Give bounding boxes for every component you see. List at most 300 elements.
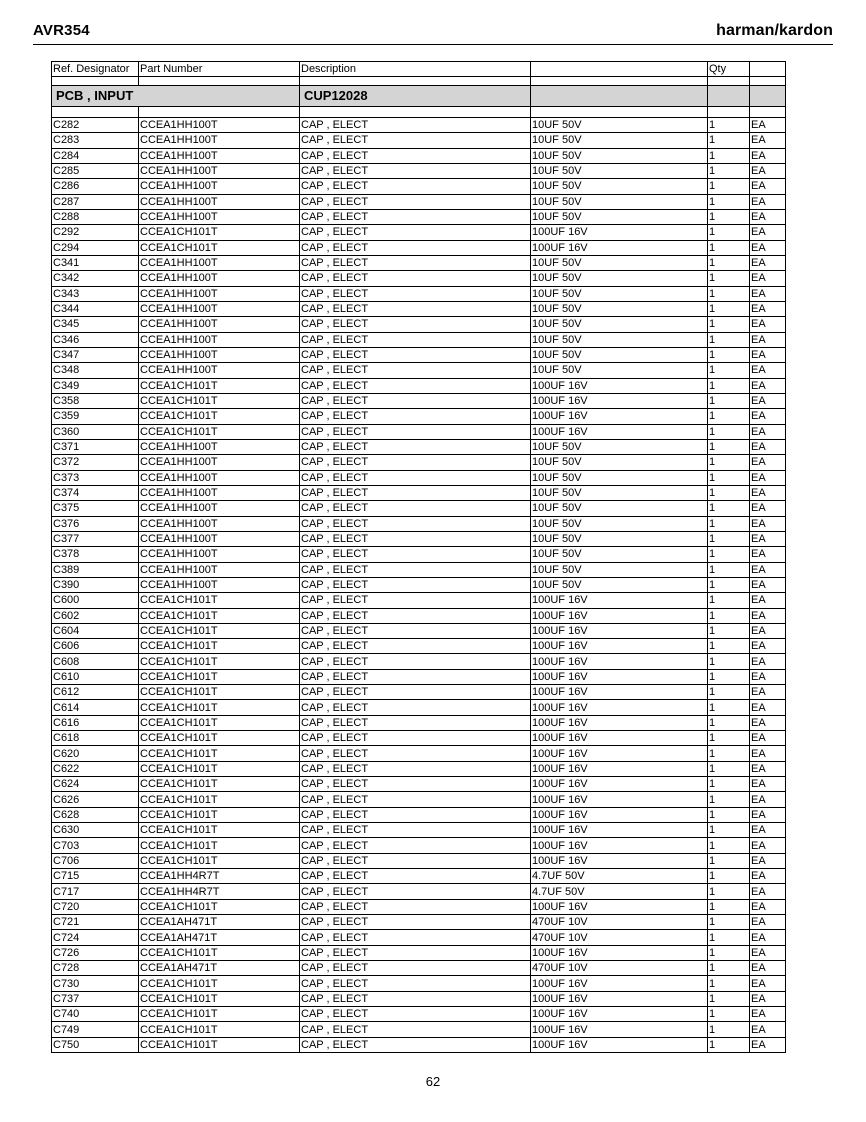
column-header-description: Description — [300, 62, 531, 77]
cell-unit: EA — [750, 240, 786, 255]
cell-ref-designator: C292 — [52, 225, 139, 240]
cell-part-number: CCEA1HH4R7T — [139, 869, 300, 884]
cell-qty: 1 — [708, 531, 750, 546]
cell-part-number: CCEA1HH100T — [139, 317, 300, 332]
cell-part-number: CCEA1CH101T — [139, 715, 300, 730]
cell-part-number: CCEA1CH101T — [139, 409, 300, 424]
cell-description: CAP , ELECT — [300, 685, 531, 700]
cell-description: CAP , ELECT — [300, 593, 531, 608]
table-row — [52, 777, 786, 792]
table-row — [52, 792, 786, 807]
table-row — [52, 179, 786, 194]
cell-value: 100UF 16V — [531, 700, 708, 715]
column-header-part-number: Part Number — [139, 62, 300, 77]
cell-qty: 1 — [708, 715, 750, 730]
cell-description: CAP , ELECT — [300, 961, 531, 976]
cell-description: CAP , ELECT — [300, 317, 531, 332]
cell-value: 4.7UF 50V — [531, 869, 708, 884]
cell-value: 10UF 50V — [531, 470, 708, 485]
cell-value: 100UF 16V — [531, 409, 708, 424]
cell-description: CAP , ELECT — [300, 409, 531, 424]
cell-description: CAP , ELECT — [300, 148, 531, 163]
table-row — [52, 424, 786, 439]
table-row — [52, 194, 786, 209]
cell-part-number: CCEA1CH101T — [139, 777, 300, 792]
cell-qty: 1 — [708, 347, 750, 362]
cell-description: CAP , ELECT — [300, 347, 531, 362]
cell-unit: EA — [750, 179, 786, 194]
cell-unit: EA — [750, 424, 786, 439]
cell-unit: EA — [750, 286, 786, 301]
cell-ref-designator: C377 — [52, 531, 139, 546]
table-row — [52, 332, 786, 347]
cell-ref-designator: C371 — [52, 439, 139, 454]
cell-ref-designator: C346 — [52, 332, 139, 347]
cell-qty: 1 — [708, 439, 750, 454]
table-row — [52, 746, 786, 761]
cell-unit: EA — [750, 685, 786, 700]
cell-ref-designator: C618 — [52, 731, 139, 746]
cell-value: 100UF 16V — [531, 1007, 708, 1022]
document-model-title: AVR354 — [33, 22, 90, 39]
table-row — [52, 639, 786, 654]
cell-qty: 1 — [708, 761, 750, 776]
cell-unit: EA — [750, 792, 786, 807]
cell-qty: 1 — [708, 669, 750, 684]
column-header-unit — [750, 62, 786, 77]
cell-value: 100UF 16V — [531, 1022, 708, 1037]
cell-qty: 1 — [708, 577, 750, 592]
cell-part-number: CCEA1CH101T — [139, 853, 300, 868]
cell-ref-designator: C706 — [52, 853, 139, 868]
cell-unit: EA — [750, 639, 786, 654]
cell-part-number: CCEA1CH101T — [139, 823, 300, 838]
cell-part-number: CCEA1HH100T — [139, 194, 300, 209]
cell-part-number: CCEA1CH101T — [139, 623, 300, 638]
cell-value: 10UF 50V — [531, 562, 708, 577]
cell-unit: EA — [750, 838, 786, 853]
cell-part-number: CCEA1CH101T — [139, 669, 300, 684]
cell-part-number: CCEA1HH100T — [139, 547, 300, 562]
cell-part-number: CCEA1CH101T — [139, 945, 300, 960]
cell-ref-designator: C737 — [52, 991, 139, 1006]
table-row — [52, 930, 786, 945]
cell-part-number: CCEA1CH101T — [139, 761, 300, 776]
cell-ref-designator: C628 — [52, 807, 139, 822]
cell-qty: 1 — [708, 547, 750, 562]
cell-value: 10UF 50V — [531, 209, 708, 224]
cell-qty: 1 — [708, 470, 750, 485]
cell-part-number: CCEA1HH100T — [139, 286, 300, 301]
cell-ref-designator: C390 — [52, 577, 139, 592]
cell-value: 100UF 16V — [531, 225, 708, 240]
cell-part-number: CCEA1HH100T — [139, 531, 300, 546]
cell-value: 100UF 16V — [531, 731, 708, 746]
cell-part-number: CCEA1CH101T — [139, 700, 300, 715]
cell-description: CAP , ELECT — [300, 715, 531, 730]
cell-description: CAP , ELECT — [300, 485, 531, 500]
table-row — [52, 731, 786, 746]
cell-unit: EA — [750, 148, 786, 163]
table-row — [52, 899, 786, 914]
cell-description: CAP , ELECT — [300, 363, 531, 378]
table-row — [52, 884, 786, 899]
cell-value: 10UF 50V — [531, 439, 708, 454]
cell-unit: EA — [750, 255, 786, 270]
cell-ref-designator: C600 — [52, 593, 139, 608]
cell-qty: 1 — [708, 148, 750, 163]
cell-description: CAP , ELECT — [300, 991, 531, 1006]
cell-ref-designator: C749 — [52, 1022, 139, 1037]
cell-unit: EA — [750, 700, 786, 715]
cell-description: CAP , ELECT — [300, 286, 531, 301]
spacer-row — [52, 77, 786, 86]
cell-unit: EA — [750, 976, 786, 991]
cell-qty: 1 — [708, 393, 750, 408]
cell-qty: 1 — [708, 209, 750, 224]
cell-ref-designator: C286 — [52, 179, 139, 194]
cell-unit: EA — [750, 501, 786, 516]
cell-description: CAP , ELECT — [300, 547, 531, 562]
cell-qty: 1 — [708, 301, 750, 316]
cell-value: 100UF 16V — [531, 853, 708, 868]
table-row — [52, 1037, 786, 1052]
table-row — [52, 961, 786, 976]
cell-description: CAP , ELECT — [300, 163, 531, 178]
cell-value: 100UF 16V — [531, 593, 708, 608]
cell-description: CAP , ELECT — [300, 455, 531, 470]
cell-ref-designator: C360 — [52, 424, 139, 439]
cell-ref-designator: C349 — [52, 378, 139, 393]
cell-value: 100UF 16V — [531, 976, 708, 991]
cell-qty: 1 — [708, 485, 750, 500]
cell-part-number: CCEA1HH100T — [139, 209, 300, 224]
cell-value: 100UF 16V — [531, 945, 708, 960]
cell-value: 100UF 16V — [531, 777, 708, 792]
header-divider — [33, 44, 833, 45]
table-row — [52, 1007, 786, 1022]
cell-ref-designator: C728 — [52, 961, 139, 976]
cell-ref-designator: C616 — [52, 715, 139, 730]
cell-value: 10UF 50V — [531, 485, 708, 500]
cell-unit: EA — [750, 608, 786, 623]
cell-value: 10UF 50V — [531, 194, 708, 209]
cell-description: CAP , ELECT — [300, 945, 531, 960]
cell-qty: 1 — [708, 1037, 750, 1052]
cell-qty: 1 — [708, 884, 750, 899]
cell-unit: EA — [750, 378, 786, 393]
cell-ref-designator: C624 — [52, 777, 139, 792]
cell-value: 10UF 50V — [531, 118, 708, 133]
cell-description: CAP , ELECT — [300, 654, 531, 669]
cell-value: 10UF 50V — [531, 179, 708, 194]
cell-part-number: CCEA1CH101T — [139, 1037, 300, 1052]
cell-value: 100UF 16V — [531, 669, 708, 684]
cell-value: 470UF 10V — [531, 915, 708, 930]
cell-ref-designator: C294 — [52, 240, 139, 255]
table-row — [52, 823, 786, 838]
table-row — [52, 409, 786, 424]
cell-qty: 1 — [708, 516, 750, 531]
cell-ref-designator: C604 — [52, 623, 139, 638]
cell-description: CAP , ELECT — [300, 838, 531, 853]
cell-value: 100UF 16V — [531, 899, 708, 914]
cell-value: 100UF 16V — [531, 823, 708, 838]
cell-ref-designator: C614 — [52, 700, 139, 715]
cell-qty: 1 — [708, 700, 750, 715]
table-row — [52, 853, 786, 868]
cell-description: CAP , ELECT — [300, 301, 531, 316]
cell-ref-designator: C348 — [52, 363, 139, 378]
cell-ref-designator: C285 — [52, 163, 139, 178]
cell-ref-designator: C358 — [52, 393, 139, 408]
cell-qty: 1 — [708, 869, 750, 884]
cell-ref-designator: C715 — [52, 869, 139, 884]
table-row — [52, 991, 786, 1006]
cell-qty: 1 — [708, 225, 750, 240]
cell-qty: 1 — [708, 133, 750, 148]
cell-unit: EA — [750, 961, 786, 976]
cell-description: CAP , ELECT — [300, 209, 531, 224]
column-header-value — [531, 62, 708, 77]
cell-part-number: CCEA1AH471T — [139, 930, 300, 945]
brand-logo: harman/kardon — [716, 22, 833, 39]
cell-ref-designator: C630 — [52, 823, 139, 838]
cell-description: CAP , ELECT — [300, 823, 531, 838]
table-row — [52, 455, 786, 470]
cell-value: 10UF 50V — [531, 133, 708, 148]
cell-description: CAP , ELECT — [300, 531, 531, 546]
cell-description: CAP , ELECT — [300, 761, 531, 776]
table-row — [52, 485, 786, 500]
table-row — [52, 133, 786, 148]
cell-description: CAP , ELECT — [300, 424, 531, 439]
cell-value: 100UF 16V — [531, 240, 708, 255]
cell-value: 100UF 16V — [531, 838, 708, 853]
cell-qty: 1 — [708, 562, 750, 577]
cell-qty: 1 — [708, 501, 750, 516]
cell-unit: EA — [750, 163, 786, 178]
table-row — [52, 163, 786, 178]
cell-unit: EA — [750, 669, 786, 684]
cell-description: CAP , ELECT — [300, 746, 531, 761]
cell-value: 10UF 50V — [531, 577, 708, 592]
cell-unit: EA — [750, 731, 786, 746]
cell-unit: EA — [750, 654, 786, 669]
table-row — [52, 547, 786, 562]
cell-value: 10UF 50V — [531, 516, 708, 531]
column-header-qty: Qty — [708, 62, 750, 77]
cell-part-number: CCEA1HH100T — [139, 516, 300, 531]
cell-value: 100UF 16V — [531, 991, 708, 1006]
cell-unit: EA — [750, 577, 786, 592]
cell-qty: 1 — [708, 593, 750, 608]
cell-unit: EA — [750, 562, 786, 577]
cell-part-number: CCEA1CH101T — [139, 393, 300, 408]
cell-qty: 1 — [708, 792, 750, 807]
cell-part-number: CCEA1CH101T — [139, 378, 300, 393]
cell-unit: EA — [750, 209, 786, 224]
cell-unit: EA — [750, 409, 786, 424]
cell-description: CAP , ELECT — [300, 577, 531, 592]
cell-part-number: CCEA1HH100T — [139, 347, 300, 362]
cell-part-number: CCEA1HH100T — [139, 148, 300, 163]
cell-value: 10UF 50V — [531, 547, 708, 562]
table-row — [52, 976, 786, 991]
cell-unit: EA — [750, 439, 786, 454]
cell-part-number: CCEA1HH100T — [139, 179, 300, 194]
cell-unit: EA — [750, 746, 786, 761]
cell-qty: 1 — [708, 363, 750, 378]
cell-unit: EA — [750, 317, 786, 332]
table-row — [52, 286, 786, 301]
table-row — [52, 118, 786, 133]
cell-value: 100UF 16V — [531, 608, 708, 623]
cell-ref-designator: C750 — [52, 1037, 139, 1052]
cell-unit: EA — [750, 884, 786, 899]
cell-unit: EA — [750, 593, 786, 608]
cell-description: CAP , ELECT — [300, 915, 531, 930]
cell-part-number: CCEA1CH101T — [139, 593, 300, 608]
cell-unit: EA — [750, 393, 786, 408]
cell-value: 100UF 16V — [531, 715, 708, 730]
column-header-ref-designator: Ref. Designator — [52, 62, 139, 77]
cell-qty: 1 — [708, 608, 750, 623]
cell-unit: EA — [750, 1037, 786, 1052]
table-row — [52, 669, 786, 684]
cell-part-number: CCEA1CH101T — [139, 639, 300, 654]
parts-list-table — [51, 61, 786, 1053]
page-number: 62 — [425, 1074, 441, 1089]
cell-ref-designator: C620 — [52, 746, 139, 761]
cell-ref-designator: C283 — [52, 133, 139, 148]
table-row — [52, 761, 786, 776]
cell-qty: 1 — [708, 654, 750, 669]
cell-part-number: CCEA1HH100T — [139, 439, 300, 454]
cell-ref-designator: C282 — [52, 118, 139, 133]
cell-description: CAP , ELECT — [300, 255, 531, 270]
table-row — [52, 654, 786, 669]
table-row — [52, 470, 786, 485]
table-row — [52, 347, 786, 362]
cell-description: CAP , ELECT — [300, 179, 531, 194]
cell-value: 10UF 50V — [531, 531, 708, 546]
cell-value: 10UF 50V — [531, 347, 708, 362]
cell-part-number: CCEA1HH100T — [139, 163, 300, 178]
cell-unit: EA — [750, 715, 786, 730]
cell-unit: EA — [750, 853, 786, 868]
cell-unit: EA — [750, 225, 786, 240]
cell-value: 10UF 50V — [531, 163, 708, 178]
table-row — [52, 685, 786, 700]
cell-description: CAP , ELECT — [300, 1007, 531, 1022]
cell-qty: 1 — [708, 455, 750, 470]
spacer-row — [52, 107, 786, 118]
cell-part-number: CCEA1CH101T — [139, 240, 300, 255]
cell-value: 10UF 50V — [531, 332, 708, 347]
cell-ref-designator: C375 — [52, 501, 139, 516]
cell-description: CAP , ELECT — [300, 623, 531, 638]
cell-value: 470UF 10V — [531, 961, 708, 976]
cell-value: 10UF 50V — [531, 317, 708, 332]
cell-part-number: CCEA1HH100T — [139, 255, 300, 270]
table-row — [52, 225, 786, 240]
table-row — [52, 915, 786, 930]
cell-description: CAP , ELECT — [300, 378, 531, 393]
cell-part-number: CCEA1HH4R7T — [139, 884, 300, 899]
cell-part-number: CCEA1CH101T — [139, 685, 300, 700]
cell-value: 100UF 16V — [531, 1037, 708, 1052]
cell-unit: EA — [750, 1007, 786, 1022]
cell-ref-designator: C343 — [52, 286, 139, 301]
cell-unit: EA — [750, 133, 786, 148]
cell-qty: 1 — [708, 332, 750, 347]
cell-value: 10UF 50V — [531, 255, 708, 270]
cell-description: CAP , ELECT — [300, 792, 531, 807]
cell-part-number: CCEA1CH101T — [139, 654, 300, 669]
table-row — [52, 317, 786, 332]
cell-qty: 1 — [708, 899, 750, 914]
cell-description: CAP , ELECT — [300, 608, 531, 623]
cell-part-number: CCEA1CH101T — [139, 225, 300, 240]
cell-part-number: CCEA1HH100T — [139, 118, 300, 133]
cell-ref-designator: C288 — [52, 209, 139, 224]
cell-value: 100UF 16V — [531, 378, 708, 393]
table-row — [52, 531, 786, 546]
cell-ref-designator: C341 — [52, 255, 139, 270]
cell-value: 100UF 16V — [531, 393, 708, 408]
cell-ref-designator: C372 — [52, 455, 139, 470]
cell-qty: 1 — [708, 639, 750, 654]
cell-part-number: CCEA1CH101T — [139, 838, 300, 853]
table-row — [52, 869, 786, 884]
cell-value: 4.7UF 50V — [531, 884, 708, 899]
cell-ref-designator: C622 — [52, 761, 139, 776]
cell-unit: EA — [750, 991, 786, 1006]
cell-ref-designator: C721 — [52, 915, 139, 930]
cell-part-number: CCEA1CH101T — [139, 1007, 300, 1022]
cell-qty: 1 — [708, 179, 750, 194]
cell-part-number: CCEA1HH100T — [139, 501, 300, 516]
table-header-row — [52, 62, 786, 77]
cell-description: CAP , ELECT — [300, 777, 531, 792]
table-row — [52, 516, 786, 531]
cell-value: 100UF 16V — [531, 792, 708, 807]
cell-description: CAP , ELECT — [300, 470, 531, 485]
table-row — [52, 700, 786, 715]
cell-qty: 1 — [708, 317, 750, 332]
cell-unit: EA — [750, 899, 786, 914]
cell-part-number: CCEA1AH471T — [139, 915, 300, 930]
table-row — [52, 838, 786, 853]
cell-description: CAP , ELECT — [300, 240, 531, 255]
cell-description: CAP , ELECT — [300, 501, 531, 516]
table-row — [52, 501, 786, 516]
cell-value: 100UF 16V — [531, 623, 708, 638]
cell-qty: 1 — [708, 961, 750, 976]
cell-qty: 1 — [708, 409, 750, 424]
cell-unit: EA — [750, 930, 786, 945]
cell-ref-designator: C284 — [52, 148, 139, 163]
cell-unit: EA — [750, 363, 786, 378]
cell-ref-designator: C726 — [52, 945, 139, 960]
cell-unit: EA — [750, 332, 786, 347]
cell-part-number: CCEA1CH101T — [139, 424, 300, 439]
cell-qty: 1 — [708, 163, 750, 178]
cell-value: 100UF 16V — [531, 424, 708, 439]
cell-ref-designator: C730 — [52, 976, 139, 991]
cell-ref-designator: C612 — [52, 685, 139, 700]
